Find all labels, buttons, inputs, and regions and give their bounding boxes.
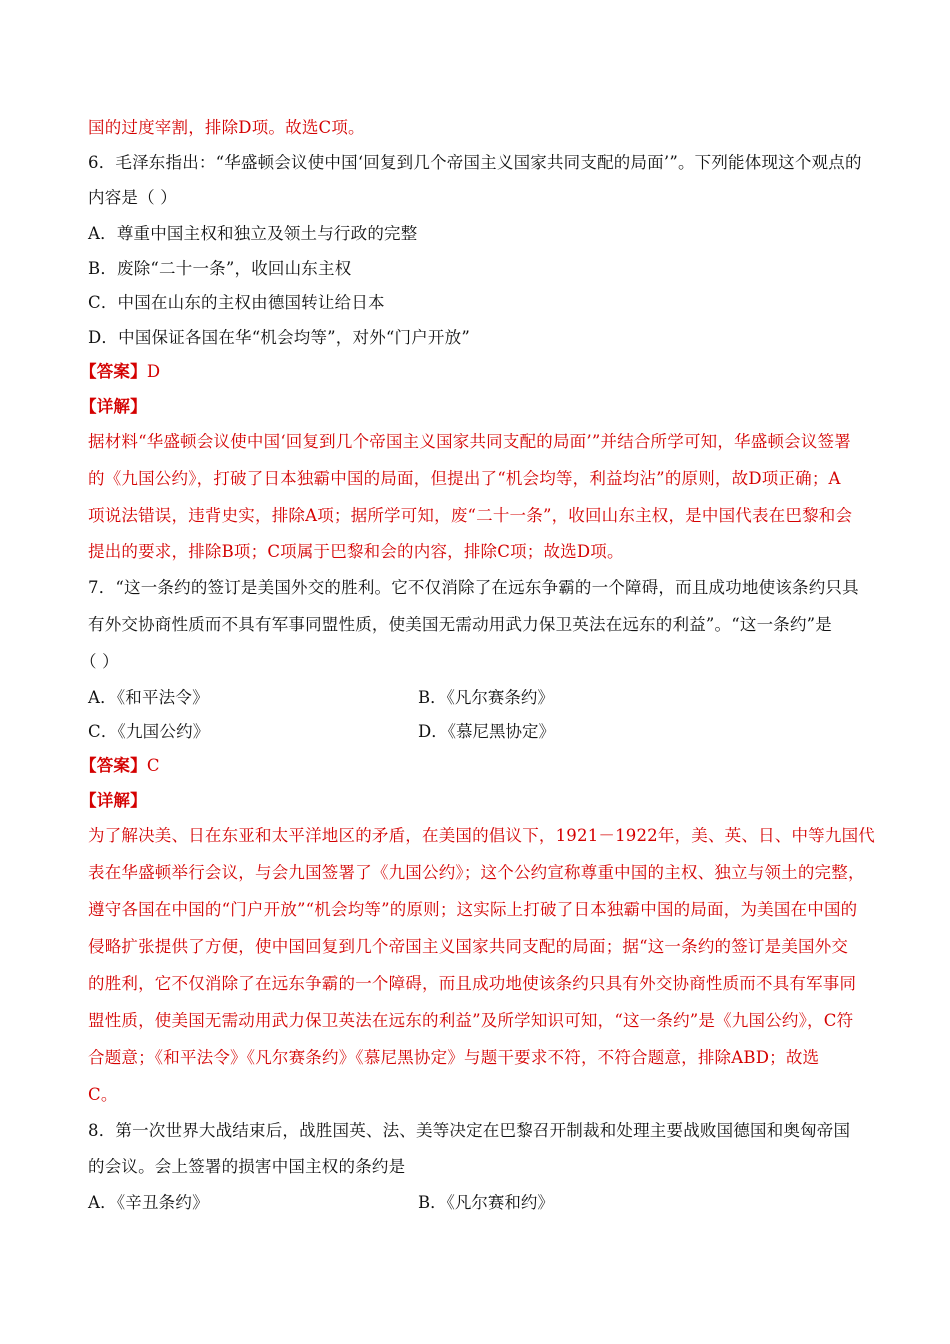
q7-detail-line-5: 的胜利，它不仅消除了在远东争霸的一个障碍，而且成功地使该条约只具有外交协商性质而不具有军事同 [88,974,857,993]
q6-detail-line-2: 的《九国公约》，打破了日本独霸中国的局面，但提出了“机会均等，利益均沾”的原则，故D项正确；A [88,469,841,488]
q6-answer [80,362,860,382]
answer-tag: 【答案】 [80,362,147,381]
q6-detail-tag: 【详解】 [80,397,147,416]
q7-detail-line-4: 侵略扩张提供了方便，使中国回复到几个帝国主义国家共同支配的局面；据“这一条约的签订是美国外交 [88,937,849,956]
q7-detail-line-6: 盟性质，使美国无需动用武力保卫英法在远东的利益”及所学知识可知，“这一条约”是《九国公约》，C符 [88,1011,854,1030]
q6-detail-line-1: 据材料“华盛顿会议使中国‘回复到几个帝国主义国家共同支配的局面’”并结合所学可知，华盛顿会议签署 [88,432,851,451]
q6-option-a: A．尊重中国主权和独立及领土与行政的完整 [88,224,418,243]
q8-option-a: A．《辛丑条约》 [88,1193,209,1212]
answer-value: D [146,362,161,381]
answer-tag: 【答案】 [80,756,147,775]
q6-option-b: B．废除“二十一条”，收回山东主权 [88,259,352,278]
q8-stem-line-1: 8．第一次世界大战结束后，战胜国英、法、美等决定在巴黎召开制裁和处理主要战败国德国和奥匈帝国 [88,1121,851,1140]
q6-option-c: C．中国在山东的主权由德国转让给日本 [88,293,385,312]
q6-option-d: D．中国保证各国在华“机会均等”，对外“门户开放” [88,328,470,347]
q7-detail-line-8: C。 [88,1085,118,1104]
q7-stem-line-3: （ ） [80,652,119,671]
q7-stem-line-2: 有外交协商性质而不具有军事同盟性质，使美国无需动用武力保卫英法在远东的利益”。“这一条约”是 [88,615,833,634]
q8-stem-line-2: 的会议。会上签署的损害中国主权的条约是 [88,1157,406,1176]
previous-detail-tail: 国的过度宰割，排除D项。故选C项。 [88,118,365,137]
answer-value: C [146,756,160,775]
q7-detail-line-2: 表在华盛顿举行会议，与会九国签署了《九国公约》；这个公约宣称尊重中国的主权、独立与领土的完整， [88,863,865,882]
q7-detail-line-7: 合题意；《和平法令》《凡尔赛条约》《慕尼黑协定》与题干要求不符，不符合题意，排除ABD；故选 [88,1048,820,1067]
q7-option-c: C．《九国公约》 [88,722,210,741]
q7-answer [80,756,860,776]
q7-option-b: B．《凡尔赛条约》 [418,688,554,707]
q7-detail-tag: 【详解】 [80,791,147,810]
q7-option-a: A．《和平法令》 [88,688,209,707]
q6-detail-line-3: 项说法错误，违背史实，排除A项；据所学可知，废“二十一条”，收回山东主权，是中国代表在巴黎和会 [88,506,853,525]
q7-stem-line-1: 7．“这一条约的签订是美国外交的胜利。它不仅消除了在远东争霸的一个障碍，而且成功地使该条约只具 [88,578,859,597]
q8-option-b: B．《凡尔赛和约》 [418,1193,554,1212]
q7-option-d: D．《慕尼黑协定》 [418,722,555,741]
q6-detail-line-4: 提出的要求，排除B项；C项属于巴黎和会的内容，排除C项；故选D项。 [88,542,624,561]
q7-detail-line-1: 为了解决美、日在东亚和太平洋地区的矛盾，在美国的倡议下，1921－1922年，美、英、日、中等九国代 [88,826,875,845]
q7-detail-line-3: 遵守各国在中国的“门户开放”“机会均等”的原则；这实际上打破了日本独霸中国的局面，为美国在中国的 [88,900,858,919]
q6-stem-line-1: 6．毛泽东指出：“华盛顿会议使中国‘回复到几个帝国主义国家共同支配的局面’”。下列能体现这个观点的 [88,153,862,172]
q6-stem-line-2: 内容是（ ） [88,188,177,207]
